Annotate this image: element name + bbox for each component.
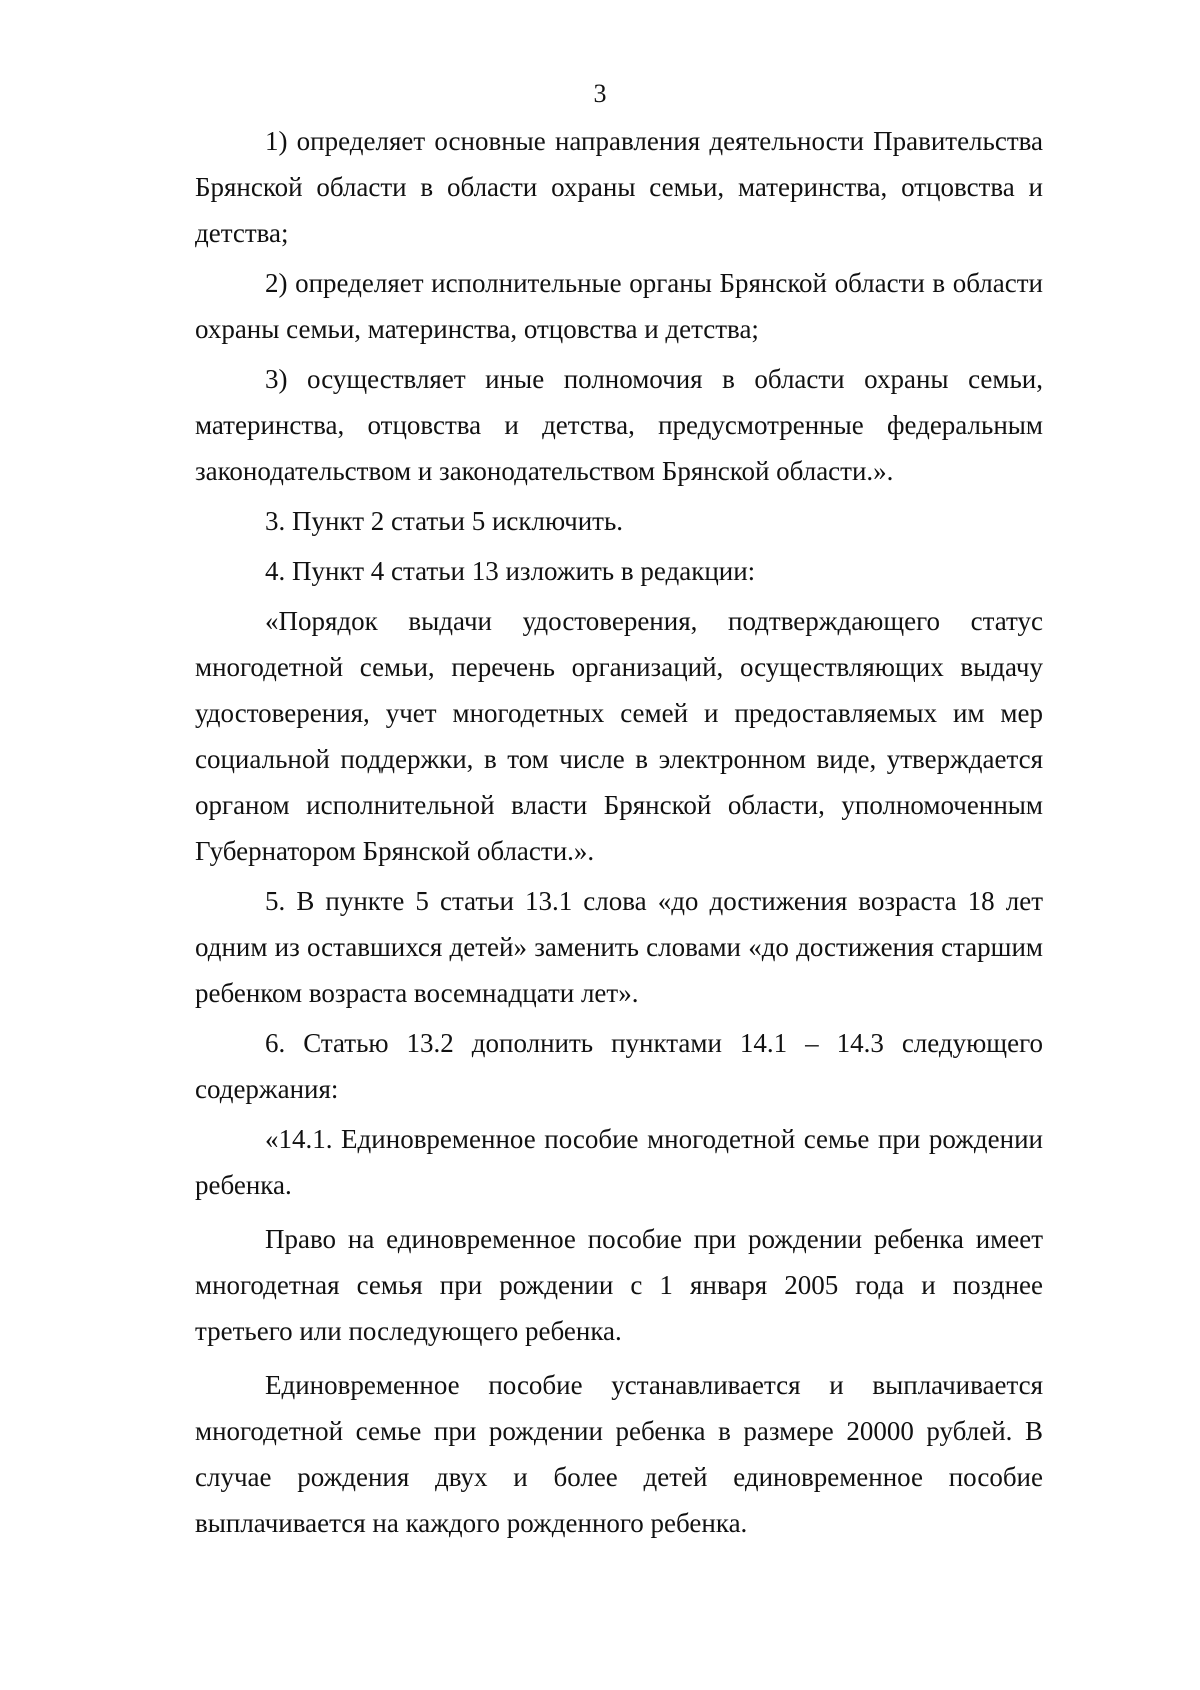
paragraph-item-14-1-right: Право на единовременное пособие при рождении ребенка имеет многодетная семья при рождении с 1 января 2005 года и позднее третьего или последующего ребенка. <box>195 1224 1043 1346</box>
paragraph-subitem-3: 3) осуществляет иные полномочия в области охраны семьи, материнства, отцовства и детства, предусмотренные федеральным законодательством и законодательством Брянской области.». <box>195 364 1043 486</box>
paragraph-item-3: 3. Пункт 2 статьи 5 исключить. <box>265 506 624 536</box>
document-body <box>195 118 1043 1546</box>
paragraph-subitem-2: 2) определяет исполнительные органы Брянской области в области охраны семьи, материнства, отцовства и детства; <box>195 268 1043 344</box>
page-number: 3 <box>593 79 607 108</box>
paragraph-item-5: 5. В пункте 5 статьи 13.1 слова «до достижения возраста 18 лет одним из оставшихся детей» заменить словами «до достижения старшим ребенком возраста восемнадцати лет». <box>195 886 1043 1008</box>
paragraph-item-6: 6. Статью 13.2 дополнить пунктами 14.1 – 14.3 следующего содержания: <box>195 1028 1043 1104</box>
paragraph-item-14-1-amount: Единовременное пособие устанавливается и выплачивается многодетной семье при рождении ребенка в размере 20000 рублей. В случае рождения двух и более детей единовременное пособие выплачивается на каждого рожденного ребенка. <box>195 1370 1043 1538</box>
paragraph-item-4-text: «Порядок выдачи удостоверения, подтверждающего статус многодетной семьи, перечень организаций, осуществляющих выдачу удостоверения, учет многодетных семей и предоставляемых им мер социальной поддержки, в том числе в электронном виде, утверждается органом исполнительной власти Брянской области, уполномоченным Губернатором Брянской области.». <box>195 606 1043 866</box>
paragraph-item-4: 4. Пункт 4 статьи 13 изложить в редакции: <box>265 556 756 586</box>
paragraph-item-14-1-heading: «14.1. Единовременное пособие многодетной семье при рождении ребенка. <box>195 1124 1043 1200</box>
paragraph-subitem-1: 1) определяет основные направления деятельности Правительства Брянской области в области охраны семьи, материнства, отцовства и детства; <box>195 126 1043 248</box>
